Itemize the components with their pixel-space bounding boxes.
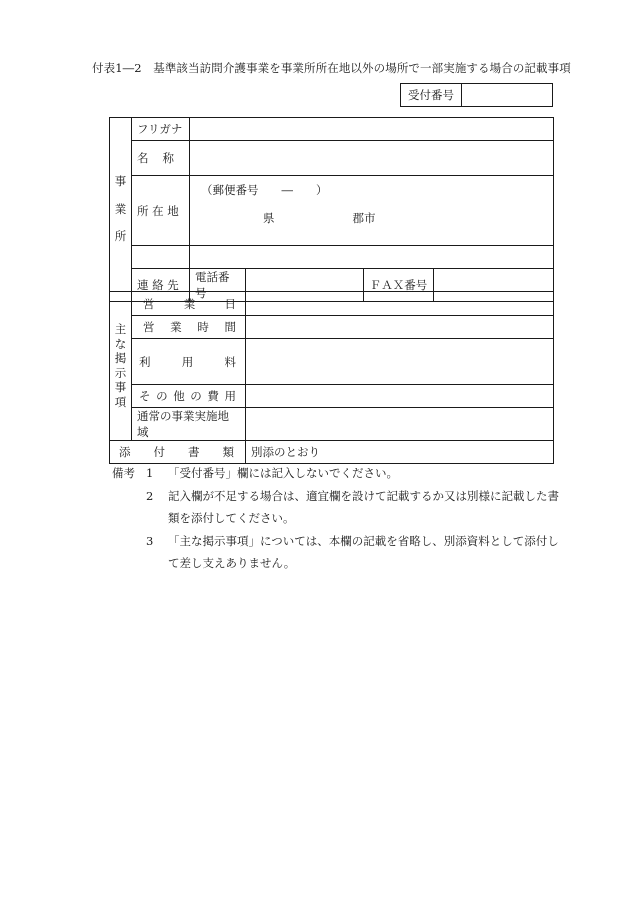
other-costs-field[interactable] — [246, 385, 554, 408]
fees-label: 利 用 料 — [132, 339, 246, 385]
address-field[interactable] — [190, 176, 554, 246]
note-item-3-cont: て差し支えありません。 — [168, 556, 296, 570]
contact-label: 連 絡 先 — [132, 269, 190, 302]
furigana-field[interactable] — [190, 118, 554, 141]
furigana-label: フリガナ — [132, 118, 190, 141]
note-item-3: 3 「主な掲示事項」については、本欄の記載を省略し、別添資料として添付し — [146, 533, 559, 548]
receipt-number-field[interactable] — [462, 84, 553, 107]
city-text: 郡市 — [352, 211, 376, 225]
business-hours-label: 営 業 時 間 — [132, 316, 246, 339]
attachments-value: 別添のとおり — [246, 441, 554, 464]
business-days-label: 営 業 日 — [132, 292, 246, 316]
prefecture-text: 県 — [263, 211, 275, 225]
address-label: 所 在 地 — [132, 176, 190, 246]
office-form-table — [109, 117, 554, 302]
receipt-number-box — [400, 83, 553, 107]
notes-heading: 備考 — [112, 466, 135, 480]
other-costs-label: そ の 他 の 費 用 — [132, 385, 246, 408]
address-line2-field[interactable] — [190, 246, 554, 269]
main-items-table — [109, 291, 554, 464]
notes-section — [112, 462, 562, 575]
note-item-2-cont: 類を添付してください。 — [168, 511, 295, 525]
name-label: 名 称 — [132, 141, 190, 176]
service-area-field[interactable] — [246, 408, 554, 441]
postal-code-text: （郵便番号 ― ） — [201, 183, 328, 197]
receipt-number-label: 受付番号 — [401, 84, 462, 107]
attachments-label: 添 付 書 類 — [110, 441, 246, 464]
business-days-field[interactable] — [246, 292, 554, 316]
name-field[interactable] — [190, 141, 554, 176]
fax-label: ＦＡＸ番号 — [364, 269, 434, 302]
note-item-2: 2 記入欄が不足する場合は、適宜欄を設けて記載するか又は別様に記載した書 — [146, 488, 559, 503]
fees-field[interactable] — [246, 339, 554, 385]
service-area-label: 通常の事業実施地域 — [132, 408, 246, 441]
section-office-label: 事 業 所 — [110, 118, 132, 302]
address-label-continued — [132, 246, 190, 269]
page-title: 付表1―2 基準該当訪問介護事業を事業所所在地以外の場所で一部実施する場合の記載事項 — [92, 61, 571, 75]
note-item-1: 備考 1 「受付番号」欄には記入しないでください。 — [112, 462, 562, 485]
business-hours-field[interactable] — [246, 316, 554, 339]
section-main-items-label: 主 な 掲 示 事 項 — [110, 292, 132, 441]
phone-label: 電話番号 — [190, 269, 246, 302]
